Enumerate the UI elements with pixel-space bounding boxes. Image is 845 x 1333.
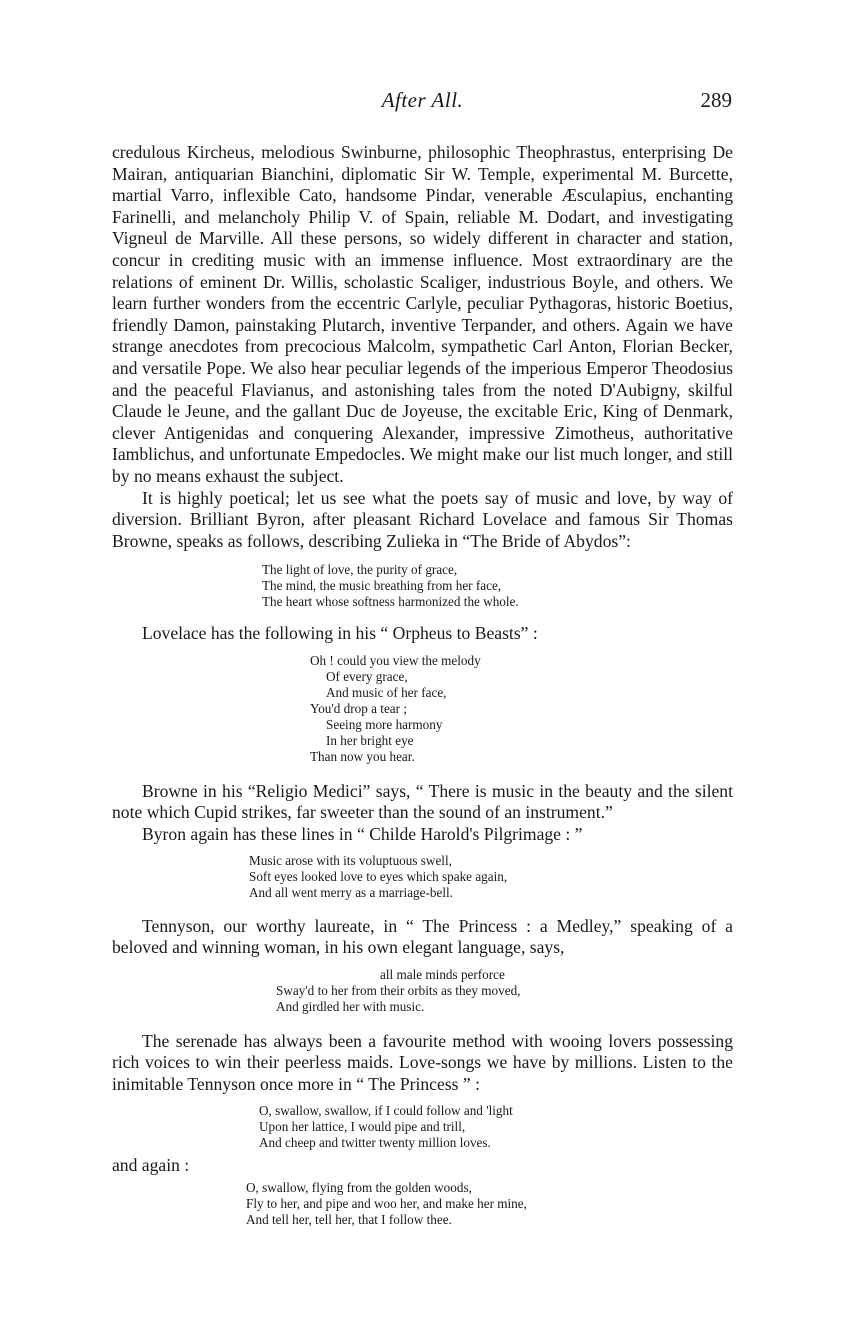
verse-line: And all went merry as a marriage-bell. xyxy=(249,884,453,900)
verse-line: Fly to her, and pipe and woo her, and make her mine, xyxy=(246,1196,527,1212)
verse-line: Sway'd to her from their orbits as they moved, xyxy=(276,982,521,998)
paragraph-lovelace-intro: Lovelace has the following in his “ Orpheus to Beasts” : xyxy=(142,623,538,644)
running-title: After All. xyxy=(381,88,464,112)
paragraph-byron-intro: Byron again has these lines in “ Childe Harold's Pilgrimage : ” xyxy=(142,824,583,845)
verse-bride-of-abydos xyxy=(262,562,733,610)
verse-line: Upon her lattice, I would pipe and trill, xyxy=(259,1118,466,1134)
paragraph-list-of-persons: credulous Kircheus, melodious Swinburne, philosophic Theophrastus, enterprising De Mairan, antiquarian Bianchini, diplomatic Sir W. Temple, experimental M. Burcette, martial Varro, inflexible Cato, handsome Pindar, venerable Æsculapius, enchanting Farinelli, and melancholy Philip V. of Spain, reliable M. Dodart, and investigating Vigneul de Marville. All these persons, so widely different in character and station, concur in crediting music with an immense influence. Most extraordinary are the relations of eminent Dr. Willis, scholastic Scaliger, industrious Boyle, and others. We learn further wonders from the eccentric Carlyle, peculiar Pythagoras, historic Boetius, friendly Damon, painstaking Plutarch, inventive Terpander, and others. Again we have strange anecdotes from precocious Malcolm, sympathetic Carl Anton, Florian Becker, and versatile Pope. We also hear peculiar legends of the imperious Emperor Theodosius and the peaceful Flavianus, and astonishing tales from the noted D'Aubigny, skilful Claude le Jeune, and the gallant Duc de Joyeuse, the excitable Eric, King of Denmark, clever Antigenidas and conquering Alexander, impressive Zimotheus, authoritative Iamblichus, and unfortunate Empedocles. We might make our list much longer, and still by no means exhaust the subject. xyxy=(112,142,733,486)
paragraph-browne-quote: Browne in his “Religio Medici” says, “ There is music in the beauty and the silent note which Cupid strikes, far sweeter than the sound of an instrument.” xyxy=(112,780,733,823)
verse-line: Of every grace, xyxy=(326,668,408,684)
verse-line: all male minds perforce xyxy=(380,966,505,982)
verse-line: In her bright eye xyxy=(326,732,414,748)
verse-the-princess-medley xyxy=(276,967,733,1015)
verse-line: The mind, the music breathing from her face, xyxy=(262,578,502,594)
verse-line: And music of her face, xyxy=(326,684,447,700)
verse-line: You'd drop a tear ; xyxy=(310,700,407,716)
verse-line: The light of love, the purity of grace, xyxy=(262,562,458,578)
verse-line: Oh ! could you view the melody xyxy=(310,652,481,668)
paragraph-serenade: The serenade has always been a favourite method with wooing lovers possessing rich voices to win their peerless maids. Love-songs we have by millions. Listen to the inimitable Tennyson once more in “ The Princess ” : xyxy=(112,1030,733,1095)
verse-line: O, swallow, flying from the golden woods, xyxy=(246,1180,472,1196)
verse-line: Soft eyes looked love to eyes which spake again, xyxy=(249,868,508,884)
verse-orpheus-to-beasts xyxy=(310,653,733,765)
paragraph-and-again: and again : xyxy=(112,1154,190,1175)
verse-line: And tell her, tell her, that I follow thee. xyxy=(246,1212,452,1228)
verse-line: And cheep and twitter twenty million loves. xyxy=(259,1134,491,1150)
verse-line: And girdled her with music. xyxy=(276,998,425,1014)
verse-line: The heart whose softness harmonized the whole. xyxy=(262,594,519,610)
paragraph-tennyson-intro: Tennyson, our worthy laureate, in “ The Princess : a Medley,” speaking of a beloved and winning woman, in his own elegant language, says, xyxy=(112,915,733,958)
verse-swallow-follow xyxy=(259,1103,733,1151)
verse-line: Music arose with its voluptuous swell, xyxy=(249,852,452,868)
paragraph-poets-intro: It is highly poetical; let us see what the poets say of music and love, by way of diversion. Brilliant Byron, after pleasant Richard Lovelace and famous Sir Thomas Browne, speaks as follows, describing Zulieka in “The Bride of Abydos”: xyxy=(112,487,733,551)
verse-line: O, swallow, swallow, if I could follow and 'light xyxy=(259,1102,513,1118)
verse-line: Than now you hear. xyxy=(310,748,415,764)
body-text xyxy=(112,142,733,1228)
verse-line: Seeing more harmony xyxy=(326,716,443,732)
verse-childe-harold xyxy=(249,853,733,901)
page-number: 289 xyxy=(700,88,732,112)
verse-swallow-flying xyxy=(246,1180,733,1228)
